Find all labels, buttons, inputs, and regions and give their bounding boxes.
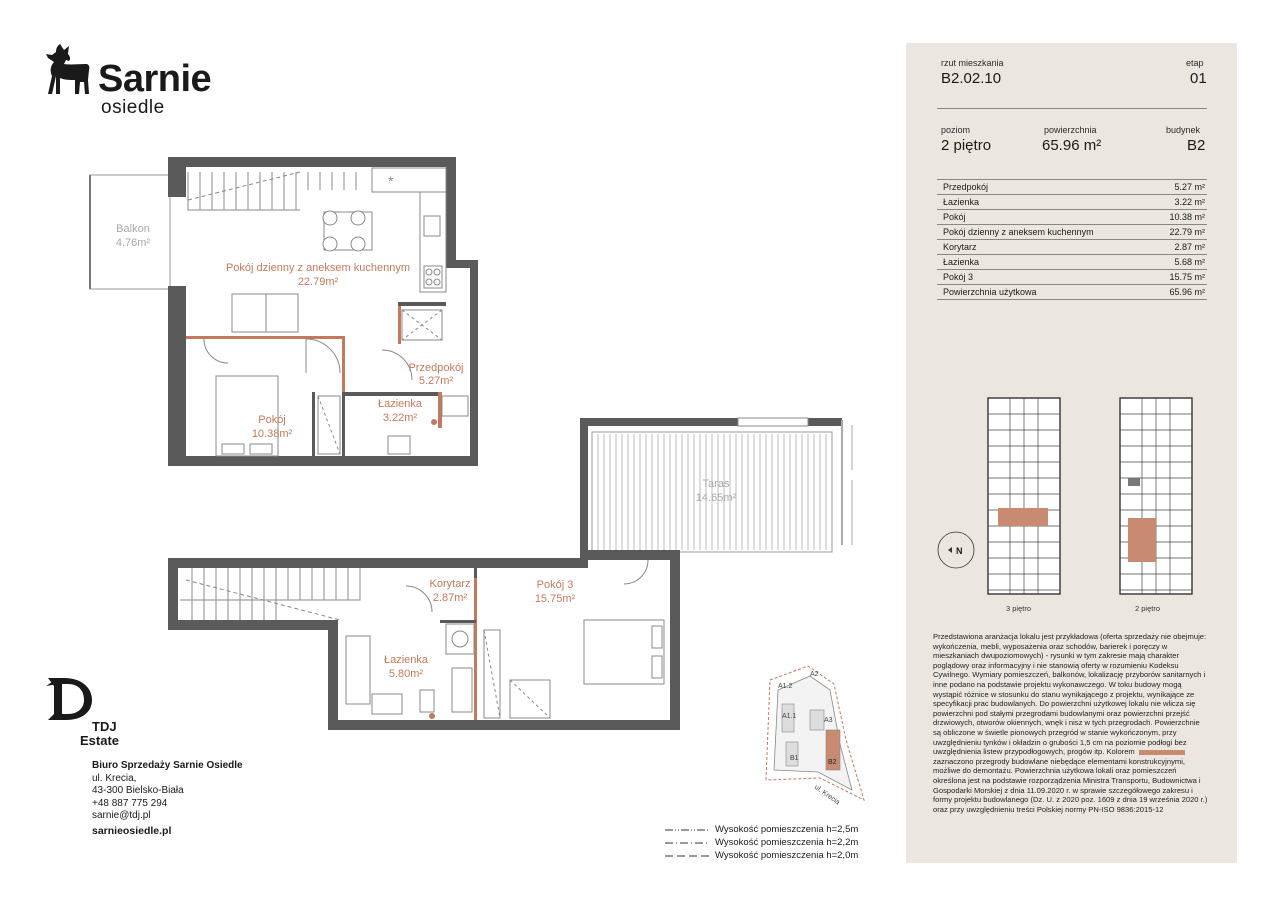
website-link[interactable]: sarnieosiedle.pl bbox=[92, 825, 172, 837]
rzut-value: B2.02.10 bbox=[941, 70, 1002, 87]
area-value: 5.27 m² bbox=[1149, 180, 1207, 195]
powierzchnia-label: powierzchnia bbox=[1044, 125, 1097, 135]
office-street: ul. Krecia, bbox=[92, 772, 137, 784]
site-a12: A1.2 bbox=[778, 683, 793, 690]
lower-stairs bbox=[180, 568, 360, 620]
area-row bbox=[937, 210, 1207, 225]
disclaimer-part-b: zaznaczono przegrody budowlane niebędące elementami konstrukcyjnymi, możliwe do demontażu. Powierzchnia użytkowa lokali oraz pomieszczeń określona jest na podstawie rozporządzenia Ministra Transportu, Budownictwa i Gospodarki Morskiej z dnia 11.09.2020 r. w sprawie szczegółowego zakresu i formy projektu budowlanego (Dz. U. z 2020 poz. 1609 z dnia 19 września 2020 r.) oraz przy uwzględnieniu treści Polskiej normy PN-ISO 9836:2015-12 bbox=[933, 756, 1208, 814]
bed-lower bbox=[584, 620, 664, 684]
area-value: 2.87 m² bbox=[1149, 240, 1207, 255]
area-row bbox=[937, 225, 1207, 240]
area-table bbox=[937, 179, 1207, 300]
office-phone[interactable]: +48 887 775 294 bbox=[92, 797, 168, 809]
area-name: Pokój bbox=[937, 210, 1149, 225]
site-a3: A3 bbox=[824, 717, 833, 724]
site-street: ul. Krecia bbox=[812, 783, 841, 807]
taras-label: Taras bbox=[702, 478, 730, 490]
developer-line1: TDJ bbox=[92, 719, 117, 734]
lazienka1-label: Łazienka bbox=[377, 398, 423, 410]
svg-text:*: * bbox=[388, 173, 394, 189]
legend-label-20: Wysokość pomieszczenia h=2,0m bbox=[715, 850, 859, 861]
office-city: 43-300 Bielsko-Biała bbox=[92, 785, 184, 796]
area-row bbox=[937, 180, 1207, 195]
area-value: 3.22 m² bbox=[1149, 195, 1207, 210]
taras-area: 14.65m² bbox=[695, 492, 737, 504]
area-row bbox=[937, 240, 1207, 255]
area-value: 5.68 m² bbox=[1149, 255, 1207, 270]
balkon-area: 4.76m² bbox=[115, 237, 151, 249]
upper-level-walls bbox=[168, 157, 478, 466]
area-row bbox=[937, 255, 1207, 270]
budynek-label: budynek bbox=[1166, 125, 1201, 135]
doors-upper bbox=[204, 339, 412, 380]
floor3-caption: 3 piętro bbox=[1006, 604, 1032, 613]
legend-label-25: Wysokość pomieszczenia h=2,5m bbox=[715, 824, 859, 835]
pokoj3-area: 15.75m² bbox=[534, 593, 576, 605]
area-row bbox=[937, 270, 1207, 285]
powierzchnia-value: 65.96 m² bbox=[1042, 137, 1102, 154]
divider bbox=[937, 108, 1207, 109]
dash-dot-dot-line-icon bbox=[665, 827, 709, 833]
area-name: Łazienka bbox=[937, 255, 1149, 270]
developer-name bbox=[80, 720, 119, 748]
dash-dot-line-icon bbox=[665, 840, 709, 846]
etap-value: 01 bbox=[1190, 70, 1207, 87]
area-name: Łazienka bbox=[937, 195, 1149, 210]
area-row bbox=[937, 195, 1207, 210]
legend-row bbox=[665, 849, 858, 862]
dashed-line-icon bbox=[665, 853, 709, 859]
sofa bbox=[232, 294, 298, 332]
area-row bbox=[937, 285, 1207, 300]
etap-label: etap bbox=[1186, 58, 1204, 68]
poziom-value: 2 piętro bbox=[941, 137, 992, 154]
sales-office bbox=[92, 760, 243, 823]
height-legend bbox=[665, 823, 858, 862]
office-email[interactable]: sarnie@tdj.pl bbox=[92, 810, 151, 821]
legend-label-22: Wysokość pomieszczenia h=2,2m bbox=[715, 837, 859, 848]
area-name: Powierzchnia użytkowa bbox=[937, 285, 1149, 300]
brand-subtitle: osiedle bbox=[101, 97, 165, 118]
building-floor-2-diagram bbox=[1116, 394, 1196, 598]
disclaimer-part-a: Przedstawiona aranżacja lokalu jest przykładowa (oferta sprzedaży nie obejmuje: wykończenia, mebli, wyposażenia oraz schodów, barierek i poręczy w mieszkaniach dwupoziomowych) - rysunki w tym zakresie mają charakter poglądowy oraz informacyjny i nie stanowią oferty w rozumieniu Kodeksu Cywilnego. Wymiary pomieszczeń, balkonów, lokalizację przyborów sanitarnych i inne podano na podstawie projektu wykonawczego. W toku budowy mogą wystąpić różnice w stosunku do stanu wynikającego z projektu, wynikające ze specyfikacji prac budowlanych. Do powierzchni użytkowej lokalu nie wlicza się powierzchni pod stałymi przegrodami budowlanymi oraz powierzchni przejść drzwiowych, otworów okiennych, wnęk i nisz w tych przegrodach. Powierzchnie są obliczone w świetle pionowych przegród w stanie wykończonym, przy uwzględnieniu tynków i okładzin o grubości 1,5 cm na poziomie podłogi bez uwzględnienia listew przypodłogowych, progów itp. Kolorem bbox=[933, 632, 1207, 757]
building-floor-3-diagram bbox=[984, 394, 1064, 598]
developer-line2: Estate bbox=[80, 733, 120, 748]
disclaimer-text bbox=[933, 632, 1209, 814]
site-plan bbox=[760, 660, 870, 810]
budynek-value: B2 bbox=[1187, 137, 1206, 154]
pokoj3-label: Pokój 3 bbox=[536, 579, 574, 591]
dining-table bbox=[323, 211, 372, 251]
tdj-logo-icon bbox=[44, 674, 96, 722]
area-name: Korytarz bbox=[937, 240, 1149, 255]
area-name: Pokój dzienny z aneksem kuchennym bbox=[937, 225, 1149, 240]
przedpokoj-area: 5.27m² bbox=[418, 375, 454, 387]
lazienka1-area: 3.22m² bbox=[382, 412, 418, 424]
lazienka2-area: 5.80m² bbox=[388, 668, 424, 680]
office-title: Biuro Sprzedaży Sarnie Osiedle bbox=[92, 760, 243, 771]
compass-icon bbox=[934, 528, 978, 572]
korytarz-area: 2.87m² bbox=[432, 592, 468, 604]
balkon-label: Balkon bbox=[116, 223, 150, 235]
floor2-caption: 2 piętro bbox=[1135, 604, 1161, 613]
pokoj-label: Pokój bbox=[258, 414, 286, 426]
pokoj-area: 10.38m² bbox=[251, 428, 293, 440]
pokoj-dzienny-area: 22.79m² bbox=[297, 276, 339, 288]
area-value: 10.38 m² bbox=[1149, 210, 1207, 225]
area-name: Pokój 3 bbox=[937, 270, 1149, 285]
legend-row bbox=[665, 836, 858, 849]
lazienka2-label: Łazienka bbox=[383, 654, 429, 666]
area-value: 15.75 m² bbox=[1149, 270, 1207, 285]
site-a2: A2 bbox=[810, 671, 819, 678]
site-b1: B1 bbox=[790, 755, 799, 762]
pokoj-dzienny-label: Pokój dzienny z aneksem kuchennym bbox=[225, 262, 411, 274]
area-name: Przedpokój bbox=[937, 180, 1149, 195]
brand-name: Sarnie bbox=[98, 58, 212, 100]
area-value: 22.79 m² bbox=[1149, 225, 1207, 240]
legend-row bbox=[665, 823, 858, 836]
area-value: 65.96 m² bbox=[1149, 285, 1207, 300]
compass-label: N bbox=[956, 546, 963, 556]
poziom-label: poziom bbox=[941, 125, 971, 135]
site-a11: A1.1 bbox=[782, 713, 797, 720]
site-b2: B2 bbox=[828, 759, 837, 766]
rzut-label: rzut mieszkania bbox=[941, 58, 1004, 68]
partition-color-swatch bbox=[1139, 750, 1185, 755]
upper-stairs bbox=[188, 172, 356, 210]
przedpokoj-label: Przedpokój bbox=[408, 362, 464, 374]
korytarz-label: Korytarz bbox=[429, 578, 471, 590]
